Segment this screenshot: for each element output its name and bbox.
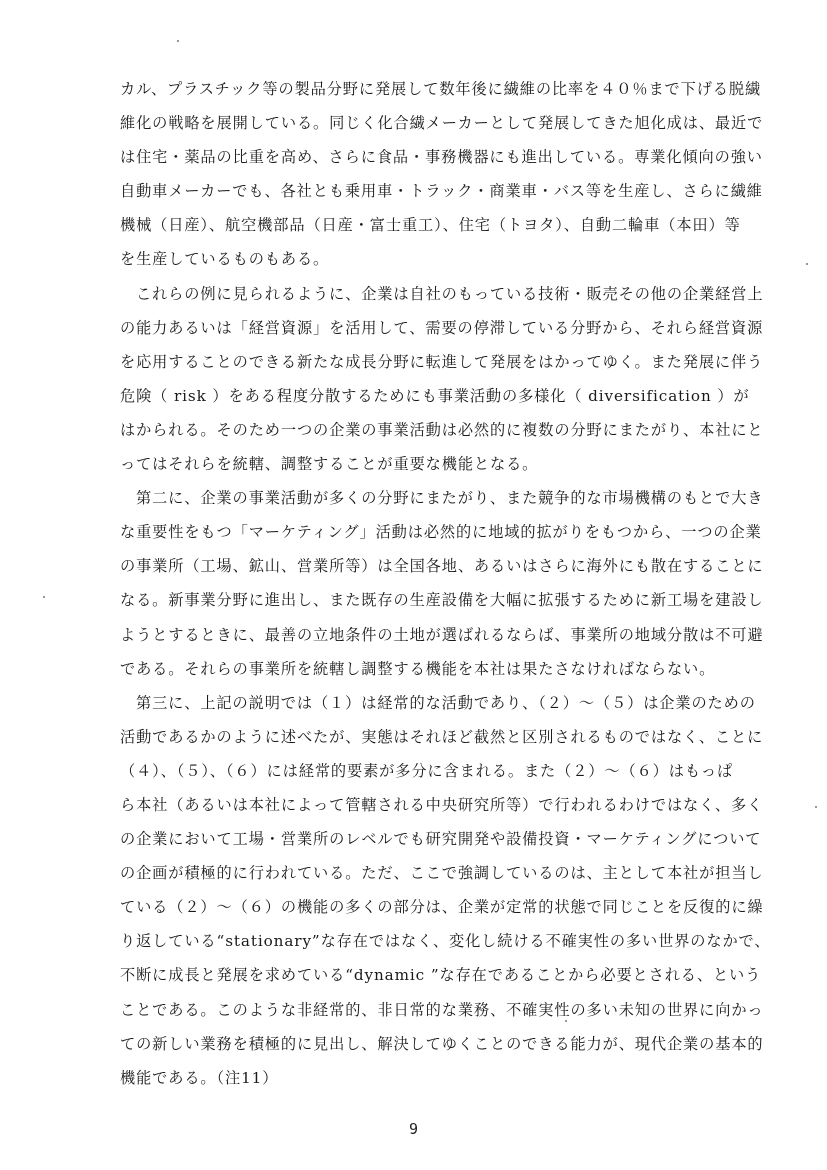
body-text [120,72,771,1095]
text-line: 自動車メーカーでも、各社とも乗用車・トラック・商業車・バス等を生産し、さらに繊維 [120,182,763,201]
text-line: を応用することのできる新たな成長分野に転進して発展をはかってゆく。また発展に伴う [120,352,764,371]
text-line: を生産しているものもある。 [120,250,330,269]
text-line: の能力あるいは「経営資源」を活用して、需要の停滞している分野から、それら経営資源 [120,318,764,337]
text-line: カル、プラスチック等の製品分野に発展して数年後に繊維の比率を４０％まで下げる脱繊 [120,80,762,98]
text-line: ことである。このような非経常的、非日常的な業務、不確実性の多い未知の世界に向かっ [120,1000,764,1019]
text-line: である。それらの事業所を統轄し調整する機能を本社は果たさなければならない。 [120,659,716,678]
text-line: 機能である。（注11） [120,1068,279,1087]
text-line: ってはそれらを統轄、調整することが重要な機能となる。 [120,455,539,474]
scan-speck [806,263,808,265]
text-line: り返している“stationary”な存在ではなく、変化し続ける不確実性の多い世界のなかで、 [120,932,771,951]
scan-speck [43,596,45,598]
text-line: 第三に、上記の説明では（１）は経常的な活動であり、（２）～（５）は企業のための [136,693,756,712]
text-line: 維化の戦略を展開している。同じく化合繊メーカーとして発展してきた旭化成は、最近で [120,114,764,133]
scan-speck [177,40,179,42]
text-line: な重要性をもつ「マーケティング」活動は必然的に地域的拡がりをもつから、一つの企業 [120,523,762,542]
text-line: ら本社（あるいは本社によって管轄される中央研究所等）で行われるわけではなく、多く [120,795,764,814]
text-line: （４）、（５）、（６）には経常的要素が多分に含まれる。また（２）～（６）はもっぱ [120,761,734,780]
text-line: はかられる。そのため一つの企業の事業活動は必然的に複数の分野にまたがり、本社にと [120,420,764,439]
text-line: の事業所（工場、鉱山、営業所等）は全国各地、あるいはさらに海外にも散在することに [120,557,764,576]
page-number: 9 [408,1120,419,1138]
scan-speck [815,806,817,808]
text-line: なる。新事業分野に進出し、また既存の生産設備を大幅に拡張するために新工場を建設し [120,591,764,610]
text-line: 第二に、企業の事業活動が多くの分野にまたがり、また競争的な市場機構のもとで大き [136,489,764,508]
text-line: 危険（ risk ）をある程度分散するためにも事業活動の多様化（ diversification ）が [120,386,750,405]
text-line: 活動であるかのように述べたが、実態はそれほど截然と区別されるものではなく、ことに [120,727,764,746]
text-line: ている（２）～（６）の機能の多くの部分は、企業が定常的状態で同じことを反復的に繰 [120,898,764,917]
scan-speck [565,1020,567,1022]
text-line: これらの例に見られるように、企業は自社のもっている技術・販売その他の企業経営上 [136,284,764,303]
text-line: 機械（日産）、航空機部品（日産・富士重工）、住宅（トヨタ）、自動二輪車（本田）等 [120,216,741,235]
text-line: ようとするときに、最善の立地条件の土地が選ばれるならば、事業所の地域分散は不可避 [120,625,764,644]
text-line: 不断に成長と発展を求めている“dynamic ”な存在であることから必要とされる、という [120,966,762,985]
text-line: の企画が積極的に行われている。ただ、ここで強調しているのは、主として本社が担当し [120,864,764,883]
text-line: ての新しい業務を積極的に見出し、解決してゆくことのできる能力が、現代企業の基本的 [120,1034,764,1053]
text-line: の企業において工場・営業所のレベルでも研究開発や設備投資・マーケティングについて [120,830,762,849]
text-line: は住宅・薬品の比重を高め、さらに食品・事務機器にも進出している。専業化傾向の強い [120,148,763,167]
